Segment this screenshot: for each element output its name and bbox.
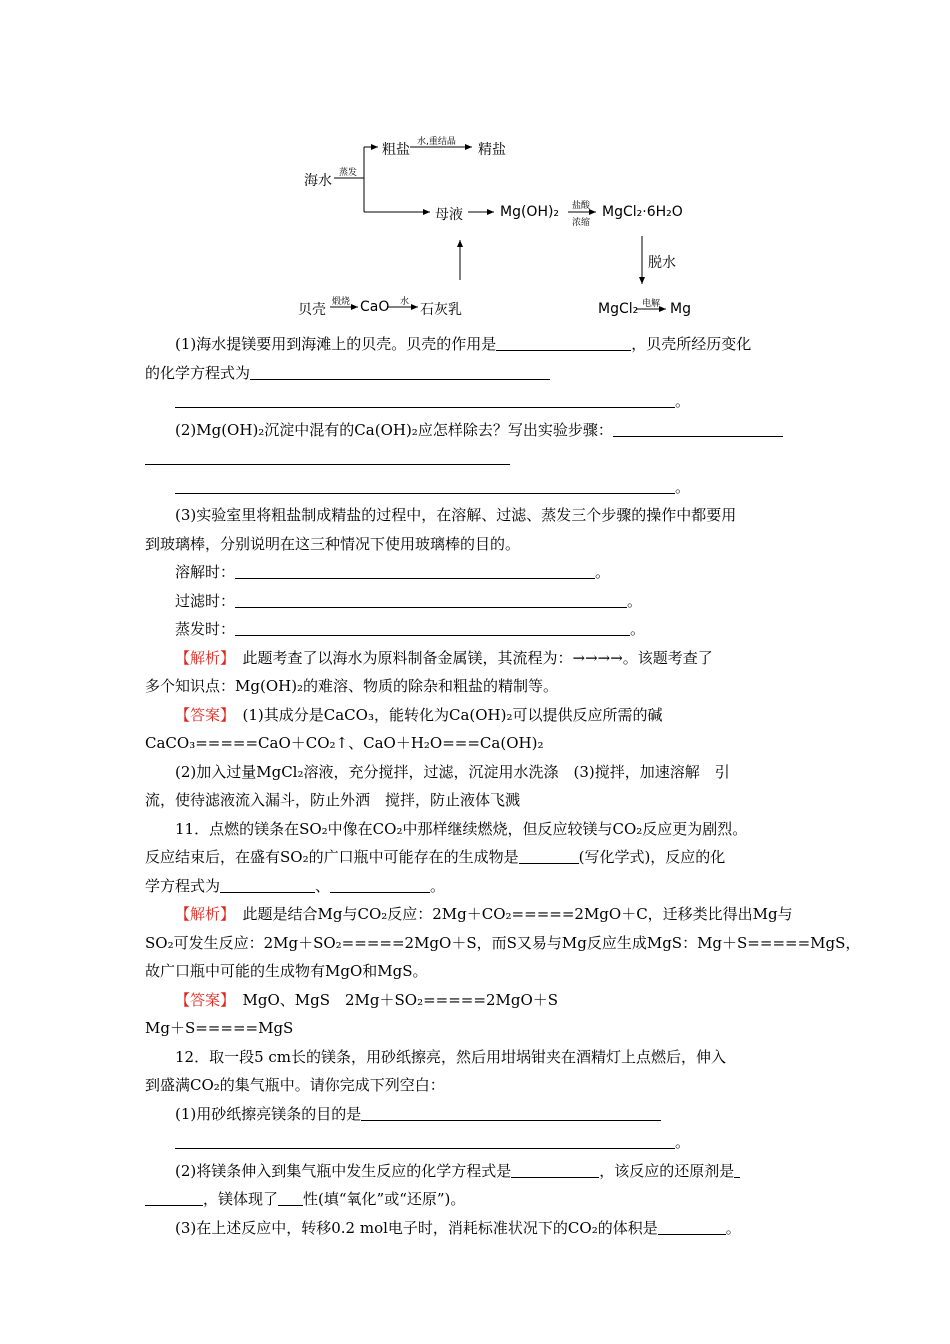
text-line <box>145 701 810 730</box>
answer-blank[interactable] <box>361 1104 661 1121</box>
text-line <box>145 330 810 359</box>
text-line <box>145 758 810 787</box>
flowchart-arrows <box>290 120 730 330</box>
answer-blank[interactable] <box>175 1132 675 1149</box>
text-segment: 11．点燃的镁条在SO₂中像在CO₂中那样继续燃烧，但反应较镁与CO₂反应更为剧烈。 <box>175 819 748 838</box>
text-segment: 反应结束后，在盛有SO₂的广口瓶中可能存在的生成物是 <box>145 848 519 866</box>
text-segment: 过滤时： <box>175 591 236 610</box>
text-segment: 、 <box>315 876 331 895</box>
text-line <box>145 530 810 559</box>
label-water-recrystallize: 水,重结晶 <box>417 137 456 147</box>
answer-blank[interactable] <box>278 1189 303 1206</box>
label-calcine: 煅烧 <box>332 297 351 307</box>
text-line <box>145 1100 810 1129</box>
text-line <box>145 815 810 844</box>
text-line <box>145 843 810 872</box>
text-segment: MgO、MgS 2Mg＋SO₂=====2MgO＋S <box>227 990 559 1009</box>
node-shell: 贝壳 <box>298 302 326 318</box>
text-line <box>145 872 810 901</box>
text-segment: 。 <box>675 477 691 496</box>
node-mgcl2: MgCl₂ <box>598 301 639 317</box>
answer-blank[interactable] <box>235 562 595 579</box>
text-segment: (3)实验室里将粗盐制成精盐的过程中，在溶解、过滤、蒸发三个步骤的操作中都要用 <box>175 506 737 524</box>
section-tag: 【答案】 <box>175 990 228 1009</box>
text-segment: 故广口瓶中可能的生成物有MgO和MgS。 <box>145 962 428 980</box>
text-segment: 。 <box>630 620 646 638</box>
text-line <box>145 929 861 958</box>
node-refined-salt: 精盐 <box>478 142 506 158</box>
answer-blank[interactable] <box>496 334 631 351</box>
text-segment: 。 <box>675 1133 691 1151</box>
question-text-body <box>145 330 861 1242</box>
node-lime-milk: 石灰乳 <box>420 302 462 318</box>
text-segment: 到盛满CO₂的集气瓶中。请你完成下列空白： <box>145 1076 445 1094</box>
answer-blank[interactable] <box>330 876 430 893</box>
text-line <box>145 1071 810 1100</box>
text-segment: 的化学方程式为 <box>145 363 251 382</box>
text-line <box>145 444 810 473</box>
answer-blank[interactable] <box>235 619 630 636</box>
text-segment: 学方程式为 <box>145 876 221 895</box>
text-segment: 溶解时： <box>175 563 236 581</box>
text-segment: (1)其成分是CaCO₃，能转化为Ca(OH)₂可以提供反应所需的碱 <box>227 705 663 724</box>
text-line <box>145 729 810 758</box>
label-evaporate: 蒸发 <box>339 168 358 178</box>
text-line <box>145 786 810 815</box>
text-segment: (2)加入过量MgCl₂溶液，充分搅拌，过滤，沉淀用水洗涤 (3)搅拌，加速溶解 引 <box>175 762 730 781</box>
text-segment: (2)将镁条伸入到集气瓶中发生反应的化学方程式是 <box>175 1161 512 1180</box>
text-line <box>145 1214 810 1243</box>
text-line <box>145 900 810 929</box>
answer-blank[interactable] <box>658 1218 726 1235</box>
text-line <box>145 672 810 701</box>
text-segment: SO₂可发生反应：2Mg＋SO₂=====2MgO＋S，而S又易与Mg反应生成MgS：Mg＋S=====MgS， <box>145 933 861 952</box>
text-line <box>145 473 810 502</box>
text-segment: CaCO₃=====CaO＋CO₂↑、CaO＋H₂O===Ca(OH)₂ <box>145 734 544 752</box>
text-segment: 到玻璃棒，分别说明在这三种情况下使用玻璃棒的目的。 <box>145 534 521 553</box>
text-line <box>145 359 810 388</box>
answer-blank[interactable] <box>145 1189 203 1206</box>
label-concentrate: 浓缩 <box>572 218 591 228</box>
node-mg: Mg <box>670 301 691 317</box>
text-line <box>145 1043 810 1072</box>
text-line <box>145 615 810 644</box>
node-mgcl2-hexahydrate: MgCl₂·6H₂O <box>602 204 683 220</box>
text-line <box>145 1128 810 1157</box>
node-crude-salt: 粗盐 <box>382 142 410 158</box>
answer-blank[interactable] <box>235 591 627 608</box>
section-tag: 【解析】 <box>175 648 228 667</box>
answer-blank[interactable] <box>613 420 783 437</box>
text-segment: ，镁体现了 <box>203 1190 279 1208</box>
answer-blank[interactable] <box>511 1161 599 1178</box>
answer-blank[interactable] <box>145 448 510 465</box>
text-segment: 多个知识点：Mg(OH)₂的难溶、物质的除杂和粗盐的精制等。 <box>145 677 559 695</box>
text-segment: (写化学式)，反应的化 <box>578 848 726 866</box>
section-tag: 【解析】 <box>175 905 228 923</box>
answer-blank[interactable] <box>175 391 675 408</box>
text-segment: 蒸发时： <box>175 620 236 638</box>
text-segment: 。 <box>595 563 611 581</box>
text-segment: 此题是结合Mg与CO₂反应：2Mg＋CO₂=====2MgO＋C，迁移类比得出Mg与 <box>227 905 793 923</box>
text-segment: 此题考查了以海水为原料制备金属镁，其流程为：→→→→。该题考查了 <box>227 648 713 667</box>
text-line <box>145 587 810 616</box>
answer-blank[interactable] <box>519 847 579 864</box>
node-mg-hydroxide: Mg(OH)₂ <box>500 204 560 220</box>
text-segment: 。 <box>430 876 446 895</box>
node-mother-liquor: 母液 <box>435 207 463 223</box>
text-segment: 性(填“氧化”或“还原”)。 <box>303 1190 466 1208</box>
text-segment: 。 <box>675 392 691 410</box>
text-segment: (1)用砂纸擦亮镁条的目的是 <box>175 1104 362 1123</box>
text-segment: (2)Mg(OH)₂沉淀中混有的Ca(OH)₂应怎样除去？写出实验步骤： <box>175 420 613 439</box>
text-segment: 。 <box>725 1218 741 1237</box>
label-electrolysis: 电解 <box>642 299 661 309</box>
section-tag: 【答案】 <box>175 705 228 724</box>
answer-blank[interactable] <box>175 477 675 494</box>
text-line <box>145 416 810 445</box>
text-segment: ，贝壳所经历变化 <box>631 335 752 353</box>
text-segment: 流，使待滤液流入漏斗，防止外洒 搅拌，防止液体飞溅 <box>145 791 521 809</box>
magnesium-extraction-flowchart <box>290 120 730 330</box>
text-segment: 12．取一段5 cm长的镁条，用砂纸擦亮，然后用坩埚钳夹在酒精灯上点燃后，伸入 <box>175 1047 727 1066</box>
text-segment: (3)在上述反应中，转移0.2 mol电子时，消耗标准状况下的CO₂的体积是 <box>175 1218 658 1237</box>
text-line <box>145 1157 810 1186</box>
label-hydrochloric-acid: 盐酸 <box>572 201 591 211</box>
text-segment: (1)海水提镁要用到海滩上的贝壳。贝壳的作用是 <box>175 335 497 353</box>
text-segment: Mg＋S=====MgS <box>145 1019 294 1037</box>
text-line <box>145 986 810 1015</box>
text-segment: ，该反应的还原剂是 <box>599 1161 735 1180</box>
text-line <box>145 957 810 986</box>
node-seawater: 海水 <box>304 173 332 189</box>
answer-blank[interactable] <box>220 876 315 893</box>
text-line <box>145 558 810 587</box>
text-segment: 。 <box>627 591 643 610</box>
answer-blank[interactable] <box>734 1161 740 1178</box>
label-dehydrate: 脱水 <box>648 255 676 271</box>
label-water: 水 <box>400 297 410 307</box>
answer-blank[interactable] <box>250 363 550 380</box>
node-cao: CaO <box>360 299 390 315</box>
text-line <box>145 1185 810 1214</box>
text-line <box>145 387 810 416</box>
text-line <box>145 644 810 673</box>
text-line <box>145 501 810 530</box>
text-line <box>145 1014 810 1043</box>
